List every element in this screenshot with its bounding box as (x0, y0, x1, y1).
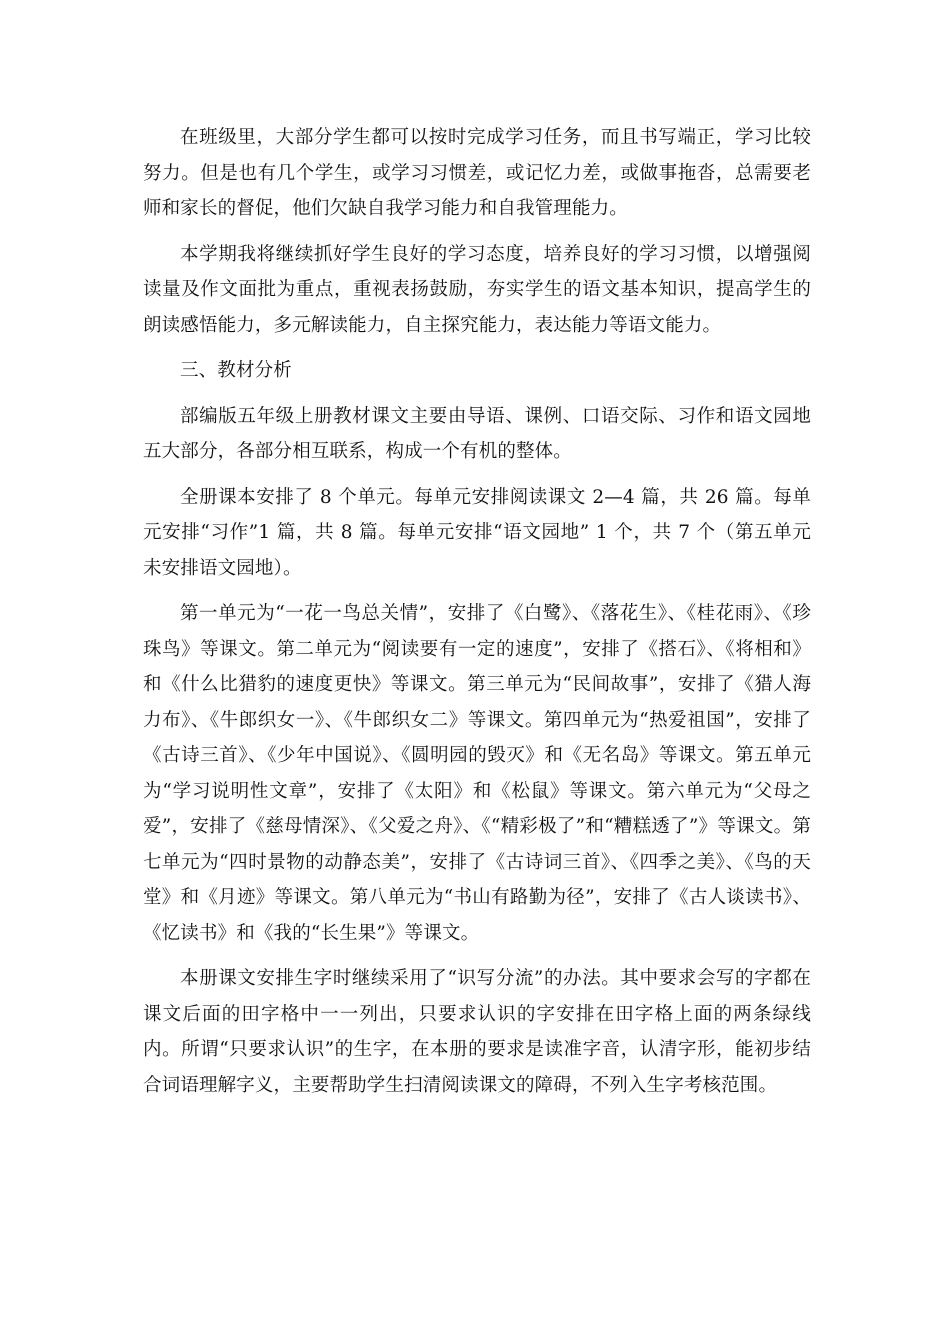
paragraph-semester-plan: 本学期我将继续抓好学生良好的学习态度，培养良好的学习习惯，以增强阅读量及作文面批为重点，重视表扬鼓励，夯实学生的语文基本知识，提高学生的朗读感悟能力，多元解读能力，自主探究能力，表达能力等语文能力。 (143, 243, 811, 336)
paragraph-unit-count: 全册课本安排了 8 个单元。每单元安排阅读课文 2—4 篇，共 26 篇。每单元安排“习作”1 篇，共 8 篇。每单元安排“语文园地” 1 个，共 7 个（第五单元未安排语文园地）。 (143, 486, 811, 579)
paragraph-textbook-structure: 部编版五年级上册教材课文主要由导语、课例、口语交际、习作和语文园地五大部分，各部分相互联系，构成一个有机的整体。 (143, 405, 811, 462)
paragraph-unit-contents: 第一单元为“一花一鸟总关情”，安排了《白鹭》、《落花生》、《桂花雨》、《珍珠鸟》等课文。第二单元为“阅读要有一定的速度”，安排了《搭石》、《将相和》和《什么比猎豹的速度更快》等课文。第三单元为“民间故事”，安排了《猎人海力布》、《牛郎织女一》、《牛郎织女二》等课文。第四单元为“热爱祖国”，安排了《古诗三首》、《少年中国说》、《圆明园的毁灭》和《无名岛》等课文。第五单元为“学习说明性文章”，安排了《太阳》和《松鼠》等课文。第六单元为“父母之爱”，安排了《慈母情深》、《父爱之舟》、《“精彩极了”和“糟糕透了”》等课文。第七单元为“四时景物的动静态美”，安排了《古诗词三首》、《四季之美》、《鸟的天堂》和《月迹》等课文。第八单元为“书山有路勤为径”，安排了《古人谈读书》、《忆读书》和《我的“长生果”》等课文。 (143, 603, 811, 944)
paragraph-class-situation: 在班级里，大部分学生都可以按时完成学习任务，而且书写端正，学习比较努力。但是也有几个学生，或学习习惯差，或记忆力差，或做事拖沓，总需要老师和家长的督促，他们欠缺自我学习能力和自我管理能力。 (143, 127, 811, 219)
document-page (143, 120, 811, 1103)
paragraph-character-learning: 本册课文安排生字时继续采用了“识写分流”的办法。其中要求会写的字都在课文后面的田字格中一一列出，只要求认识的字安排在田字格上面的两条绿线内。所谓“只要求认识”的生字，在本册的要求是读准字音，认清字形，能初步结合词语理解字义，主要帮助学生扫清阅读课文的障碍，不列入生字考核范围。 (143, 968, 811, 1096)
section-heading: 三、教材分析 (180, 360, 292, 381)
